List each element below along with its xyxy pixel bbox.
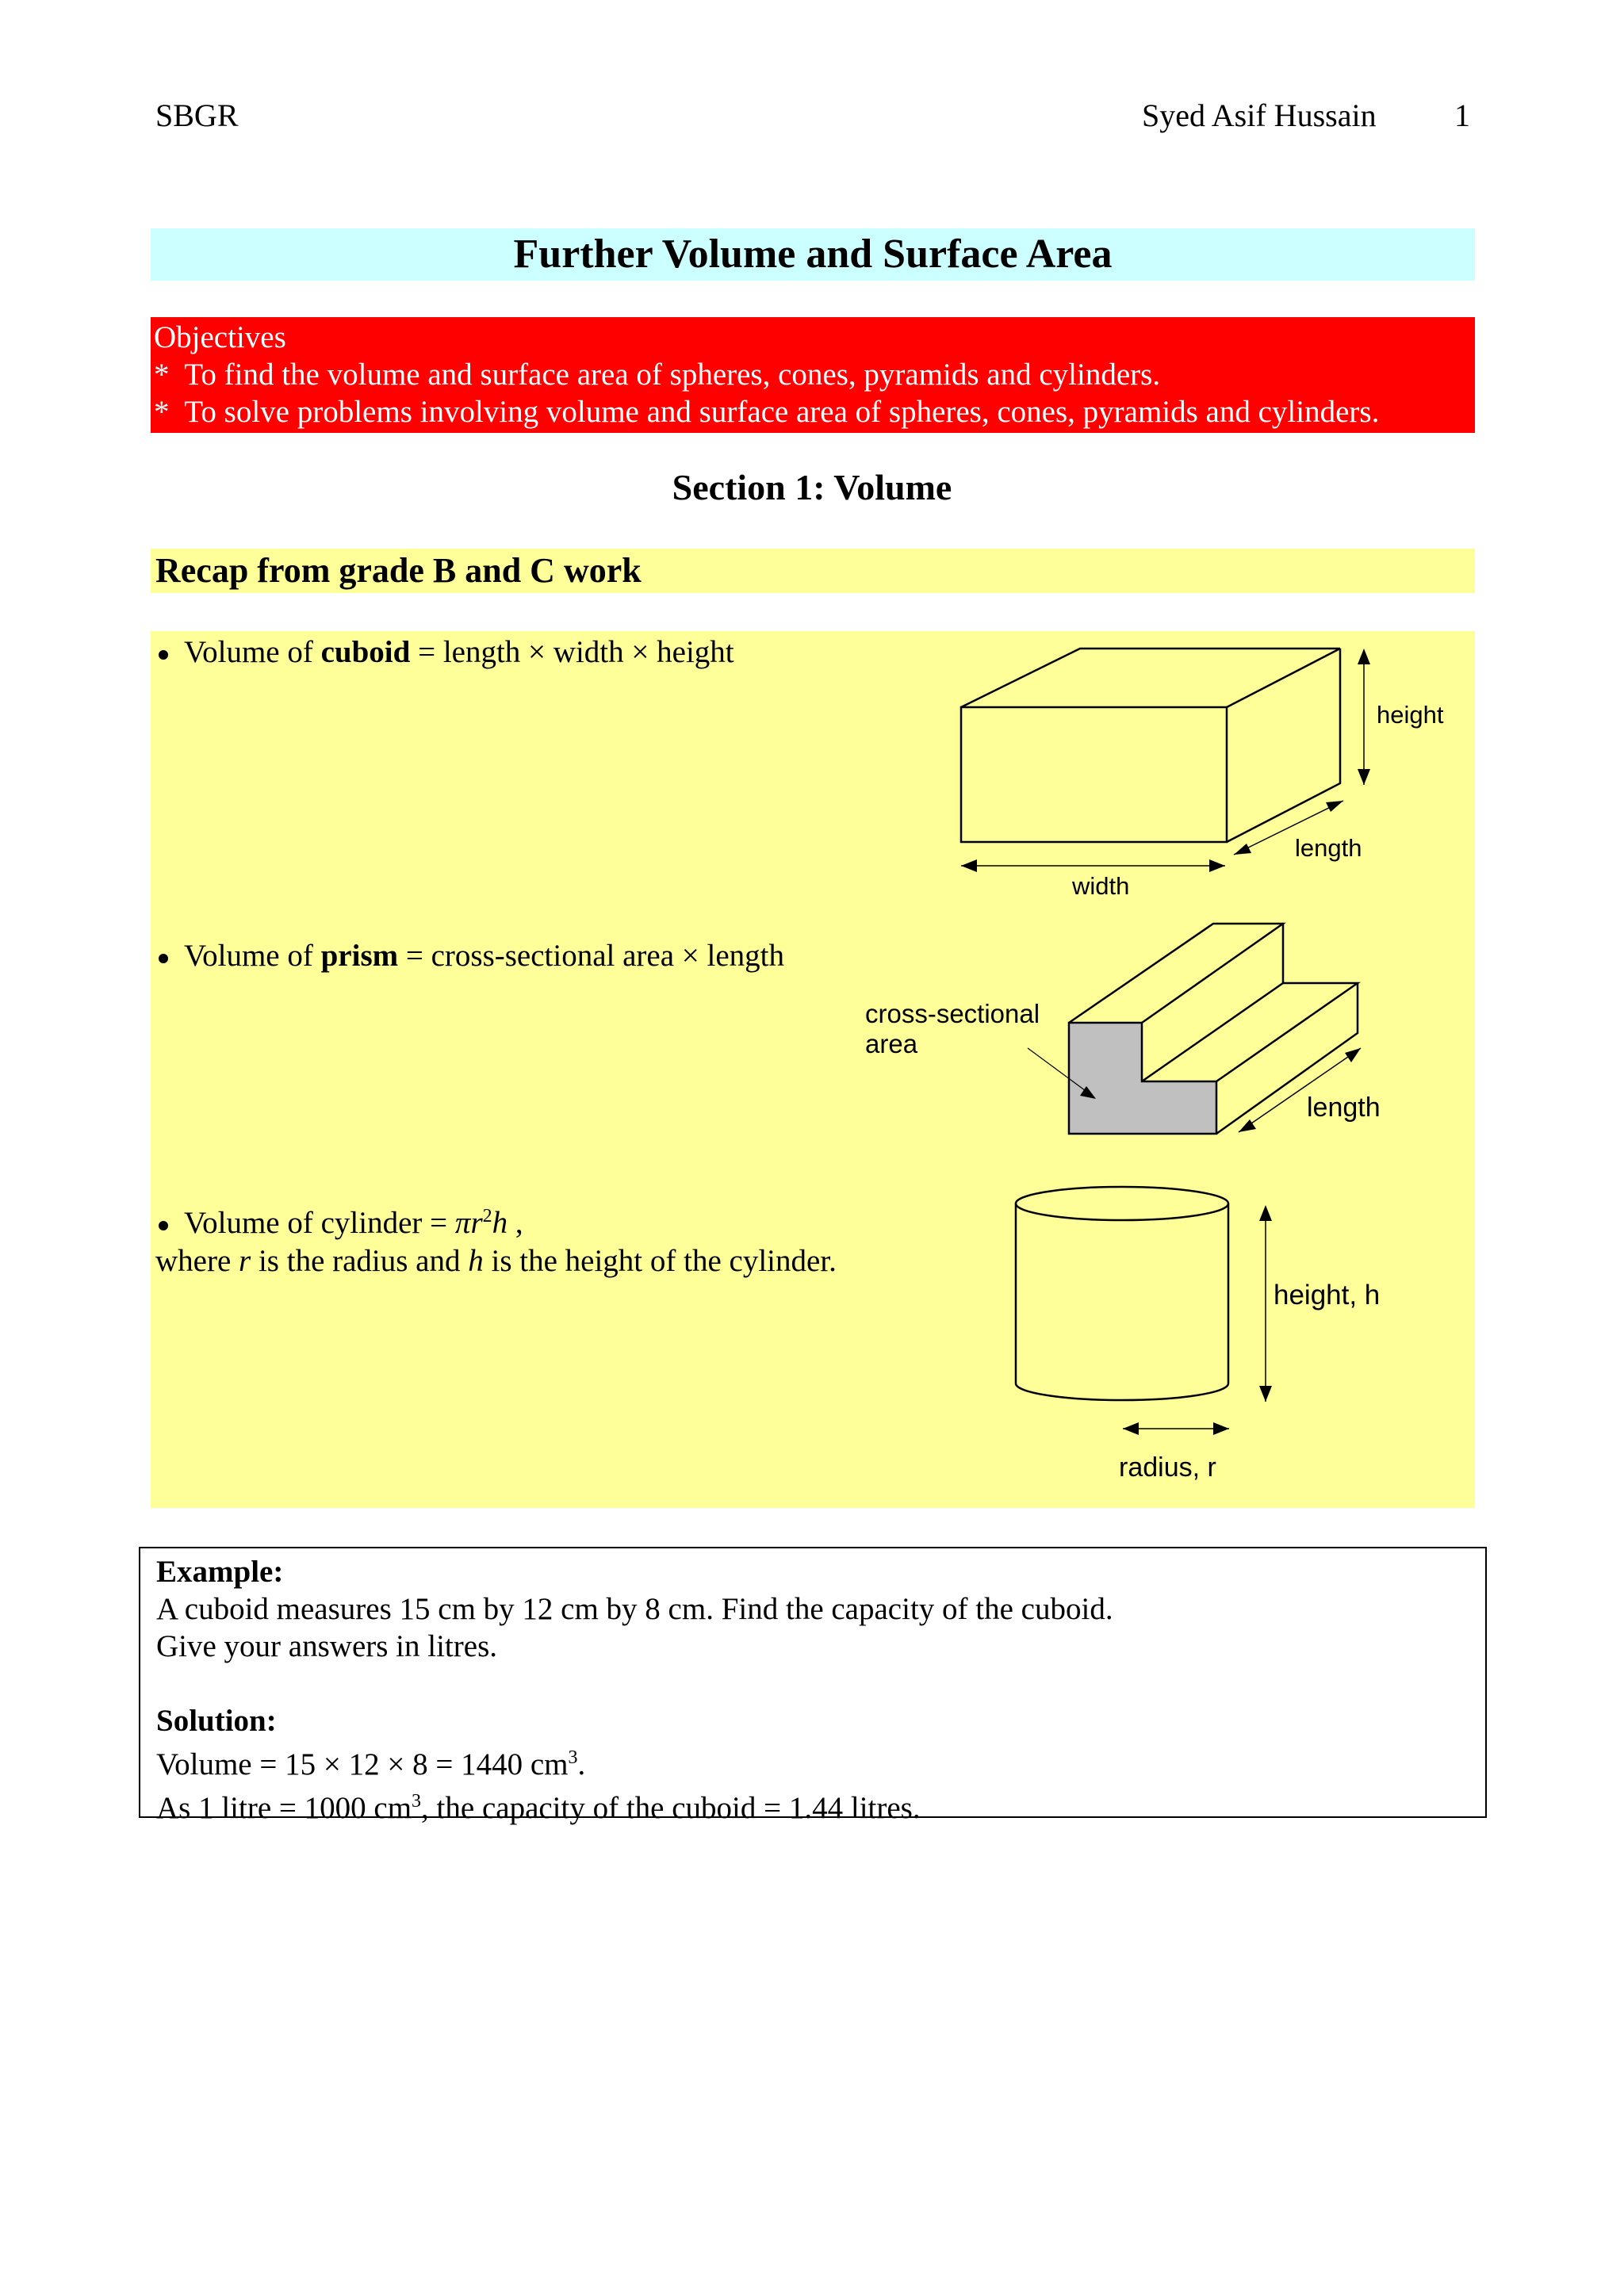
solution-line: As 1 litre = 1000 $cm^3$, the capacity of the cuboid = 1.44 litres. [156,1791,921,1825]
prism-bullet: Volume of prism = cross-sectional area × length [155,938,784,974]
recap-title: Recap from grade B and C work [151,549,1475,593]
solution-line: Volume = 15 × 12 × 8 = 1440 $cm^3$. [156,1747,586,1781]
example-line: Give your answers in litres. [156,1629,497,1663]
cuboid-width-arrow [961,859,1225,872]
cylinder-bullet: Volume of cylinder = $\pi r^2h$ , [155,1205,523,1241]
page-title: Further Volume and Surface Area [151,228,1475,281]
page-number: 1 [1454,98,1470,133]
label-prism-length: length [1307,1093,1381,1123]
objective-item: * To solve problems involving volume and surface area of spheres, cones, pyramids and cylinders. [154,395,1380,429]
label-cylinder-radius: radius, r [1119,1452,1216,1483]
cylinder-diagram [1016,1187,1228,1400]
cuboid-bullet: Volume of cuboid = length × width × height [155,634,734,670]
section-title: Section 1: Volume [672,467,952,507]
cylinder-top-ellipse [1016,1187,1228,1220]
cuboid-diagram [961,649,1340,842]
cylinder-height-arrow [1259,1205,1272,1402]
objective-item: * To find the volume and surface area of spheres, cones, pyramids and cylinders. [154,358,1161,392]
objectives-heading: Objectives [154,320,286,354]
label-cross-sectional-area: cross-sectional area [865,999,1040,1058]
label-width: width [1072,872,1130,900]
example-line: A cuboid measures 15 cm by 12 cm by 8 cm. Find the capacity of the cuboid. [156,1592,1113,1626]
cylinder-radius-arrow [1123,1422,1229,1435]
solution-heading: Solution: [156,1704,277,1738]
cuboid-height-arrow [1358,649,1370,785]
cylinder-bottom-arc [1016,1383,1228,1400]
prism-cross-section [1069,1023,1216,1134]
example-heading: Example: [156,1555,284,1589]
example-box [139,1547,1487,1825]
label-height: height [1377,701,1444,729]
label-cylinder-height: height, h [1274,1280,1381,1311]
cuboid-front-face [961,707,1227,842]
header-left: SBGR [155,98,239,133]
label-length: length [1295,834,1362,862]
cuboid-top-face [961,649,1340,707]
cylinder-where: where r is the radius and h is the height of the cylinder. [155,1244,837,1278]
header-author: Syed Asif Hussain [1142,98,1377,133]
